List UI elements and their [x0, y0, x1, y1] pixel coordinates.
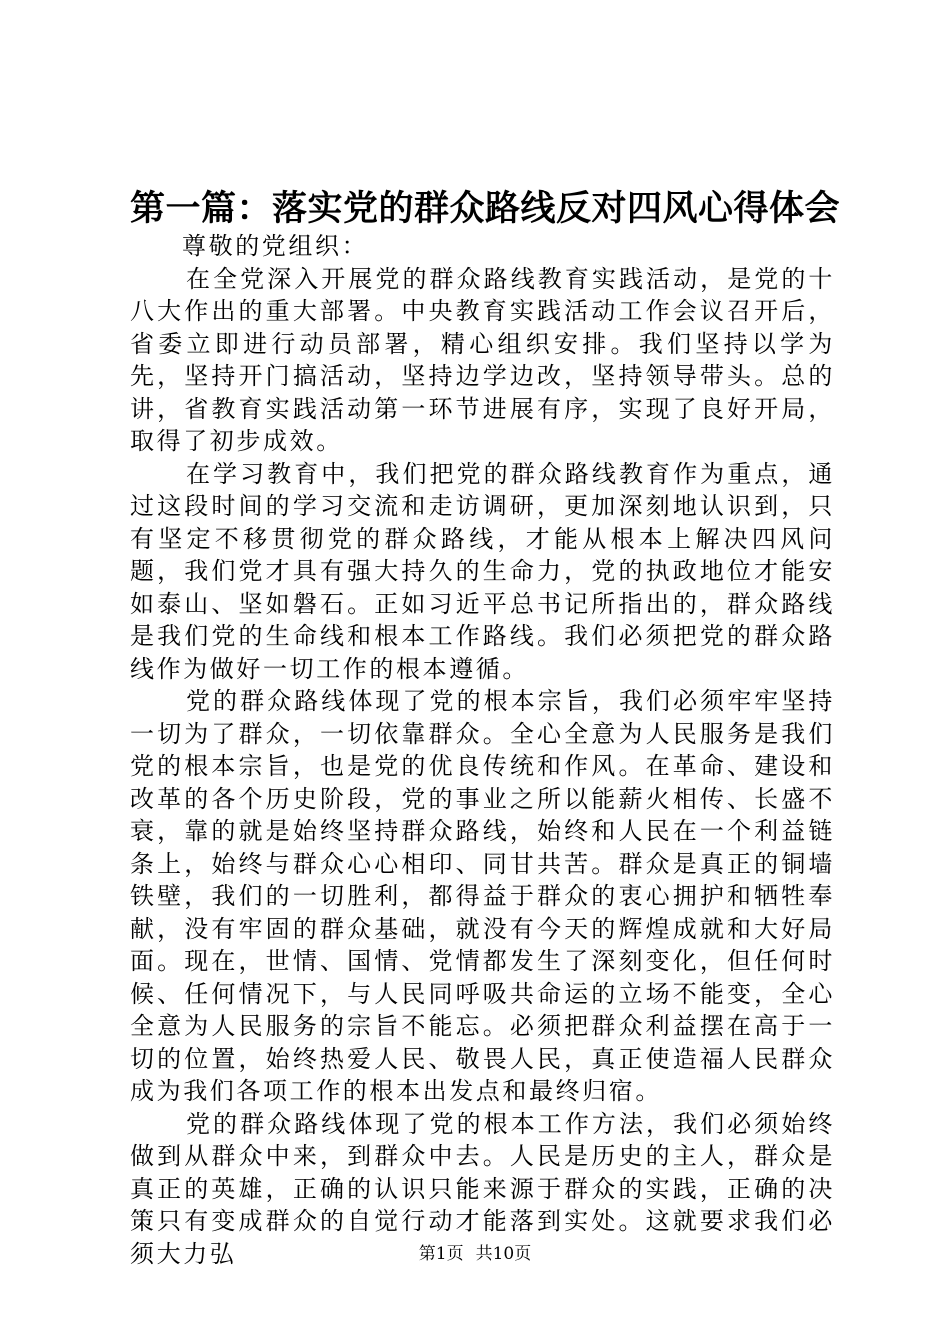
paragraph-3: 党的群众路线体现了党的根本宗旨，我们必须牢牢坚持一切为了群众，一切依靠群众。全心全意为人民服务是我们党的根本宗旨，也是党的优良传统和作风。在革命、建设和改革的各个历史阶段，党的事业之所以能薪火相传、长盛不衰，靠的就是始终坚持群众路线，始终和人民在一个利益链条上，始终与群众心心相印、同甘共苦。群众是真正的铜墙铁壁，我们的一切胜利，都得益于群众的衷心拥护和牺牲奉献，没有牢固的群众基础，就没有今天的辉煌成就和大好局面。现在，世情、国情、党情都发生了深刻变化，但任何时候、任何情况下，与人民同呼吸共命运的立场不能变，全心全意为人民服务的宗旨不能忘。必须把群众利益摆在高于一切的位置，始终热爱人民、敬畏人民，真正使造福人民群众成为我们各项工作的根本出发点和最终归宿。 — [130, 687, 835, 1105]
paragraph-2: 在学习教育中，我们把党的群众路线教育作为重点，通过这段时间的学习交流和走访调研，更加深刻地认识到，只有坚定不移贯彻党的群众路线，才能从根本上解决四风问题，我们党才具有强大持久的生命力，党的执政地位才能安如泰山、坚如磐石。正如习近平总书记所指出的，群众路线是我们党的生命线和根本工作路线。我们必须把党的群众路线作为做好一切工作的根本遵循。 — [130, 459, 835, 683]
document-title: 第一篇：落实党的群众路线反对四风心得体会 — [130, 188, 841, 229]
paragraph-1: 在全党深入开展党的群众路线教育实践活动，是党的十八大作出的重大部署。中央教育实践活动工作会议召开后，省委立即进行动员部署，精心组织安排。我们坚持以学为先，坚持开门搞活动，坚持边学边改，坚持领导带头。总的讲，省教育实践活动第一环节进展有序，实现了良好开局，取得了初步成效。 — [130, 264, 835, 455]
document-body — [130, 230, 835, 1270]
salutation: 尊敬的党组织： — [182, 232, 369, 260]
page-footer — [0, 1243, 950, 1265]
page-total: 共10页 — [475, 1244, 532, 1264]
page-number: 第1页 — [418, 1244, 464, 1264]
paragraph-4: 党的群众路线体现了党的根本工作方法，我们必须始终做到从群众中来，到群众中去。人民是历史的主人，群众是真正的英雄，正确的认识只能来源于群众的实践，正确的决策只有变成群众的自觉行动才能落到实处。这就要求我们必须大力弘 — [130, 1109, 835, 1268]
